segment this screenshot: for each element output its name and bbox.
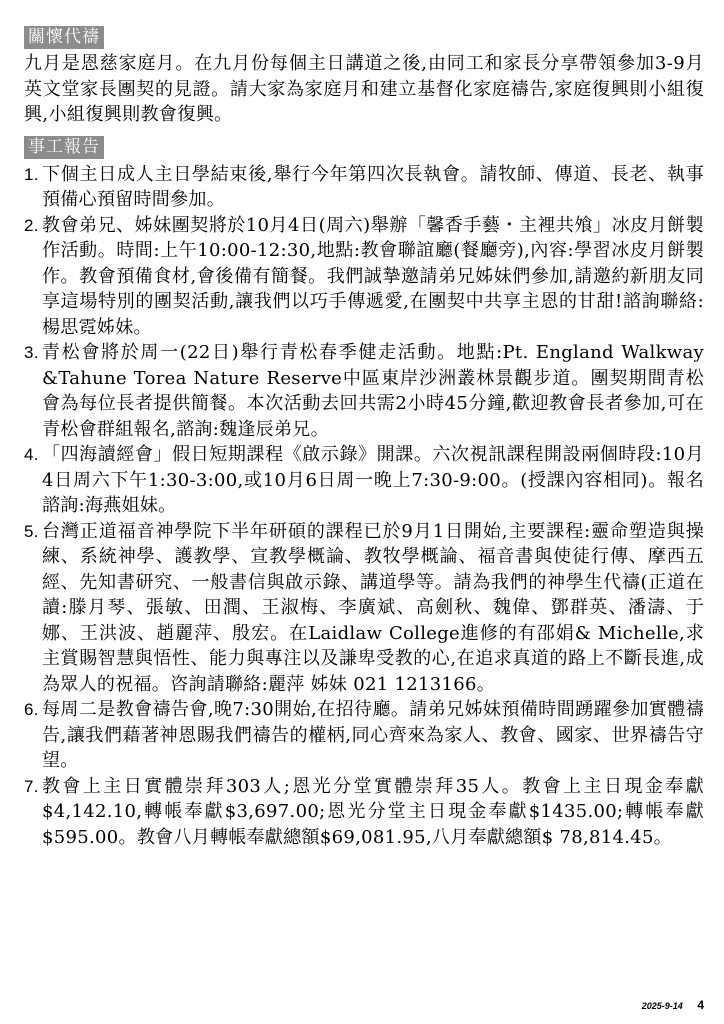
notice-item — [24, 519, 704, 698]
bulletin-page — [24, 26, 704, 850]
notice-item — [24, 442, 704, 519]
notice-number: 5. — [24, 521, 39, 541]
notice-text: 教會弟兄、姊妹團契將於10月4日(周六)舉辦「馨香手藝・主裡共飧」冰皮月餅製作活動。時間:上午10:00-12:30,地點:教會聯誼廳(餐廳旁),內容:學習冰皮月餅製作。教會預備食材,會後備有簡餐。我們誠摯邀請弟兄姊妹們參加,請邀約新朋友同享這場特別的團契活動,讓我們以巧手傳遞愛,在團契中共享主恩的甘甜!諮詢聯絡:楊思霓姊妹。 — [42, 214, 704, 338]
notice-item — [24, 774, 704, 851]
notice-number: 6. — [24, 700, 39, 719]
prayer-section — [24, 26, 704, 128]
notice-text: 每周二是教會禱告會,晚7:30開始,在招待廳。請弟兄姊妹預備時間踴躍參加實體禱告,讓我們藉著神恩賜我們禱告的權柄,同心齊來為家人、教會、國家、世界禱告守望。 — [42, 699, 704, 771]
notice-item — [24, 162, 704, 213]
ministry-section — [24, 136, 704, 851]
prayer-paragraph: 九月是恩慈家庭月。在九月份每個主日講道之後,由同工和家長分享帶領參加3-9月英文堂家長團契的見證。請大家為家庭月和建立基督化家庭禱告,家庭復興則小組復興,小組復興則教會復興。 — [24, 53, 704, 125]
page-footer — [642, 998, 704, 1012]
page-number: 4 — [697, 998, 704, 1012]
notice-text: 教會上主日實體崇拜303人;恩光分堂實體崇拜35人。教會上主日現金奉獻$4,142.10,轉帳奉獻$3,697.00;恩光分堂主日現金奉獻$1435.00;轉帳奉獻$595.00。教會八月轉帳奉獻總額$69,081.95,八月奉獻總額$ 78,814.45。 — [42, 775, 704, 848]
notice-number: 2. — [24, 215, 39, 235]
prayer-section-title: 關懷代禱 — [24, 26, 104, 49]
notice-text: 青松會將於周一(22日)舉行青松春季健走活動。地點:Pt. England Walkway &Tahune Torea Nature Reserve中區東岸沙洲叢林景觀步道。團契期間青松會為每位長者提供簡餐。本次活動去回共需2小時45分鐘,歡迎教會長者參加,可在青松會群組報名,諮詢:魏逢辰弟兄。 — [42, 342, 704, 440]
notice-number: 3. — [24, 343, 39, 362]
notice-item — [24, 340, 704, 442]
notice-number: 7. — [24, 776, 39, 796]
footer-date: 2025-9-14 — [641, 1001, 683, 1011]
notice-list — [24, 162, 704, 851]
notice-number: 4. — [24, 445, 39, 464]
notice-text: 下個主日成人主日學結束後,舉行今年第四次長執會。請牧師、傳道、長老、執事預備心預留時間參加。 — [42, 163, 704, 210]
notice-item — [24, 213, 704, 341]
notice-item — [24, 697, 704, 774]
notice-number: 1. — [24, 164, 39, 184]
notice-text: 台灣正道福音神學院下半年研碩的課程已於9月1日開始,主要課程:靈命塑造與操練、系統神學、護教學、宣教學概論、教牧學概論、福音書與使徒行傳、摩西五經、先知書研究、一般書信與啟示錄、講道學等。請為我們的神學生代禱(正道在讀:滕月琴、張敏、田潤、王淑梅、李廣斌、高劍秋、魏偉、鄧群英、潘濤、于娜、王洪波、趙麗萍、殷宏。在Laidlaw College進修的有邵娟& Michelle,求主賞賜智慧與悟性、能力與專注以及謙卑受教的心,在追求真道的路上不斷長進,成為眾人的祝福。咨詢請聯絡:麗萍 姊妹 021 1213166。 — [42, 520, 704, 695]
ministry-section-title: 事工報告 — [24, 136, 104, 159]
notice-text: 「四海讀經會」假日短期課程《啟示錄》開課。六次視訊課程開設兩個時段:10月4日周六下午1:30-3:00,或10月6日周一晚上7:30-9:00。(授課內容相同)。報名諮詢:海燕姐妹。 — [42, 444, 704, 516]
